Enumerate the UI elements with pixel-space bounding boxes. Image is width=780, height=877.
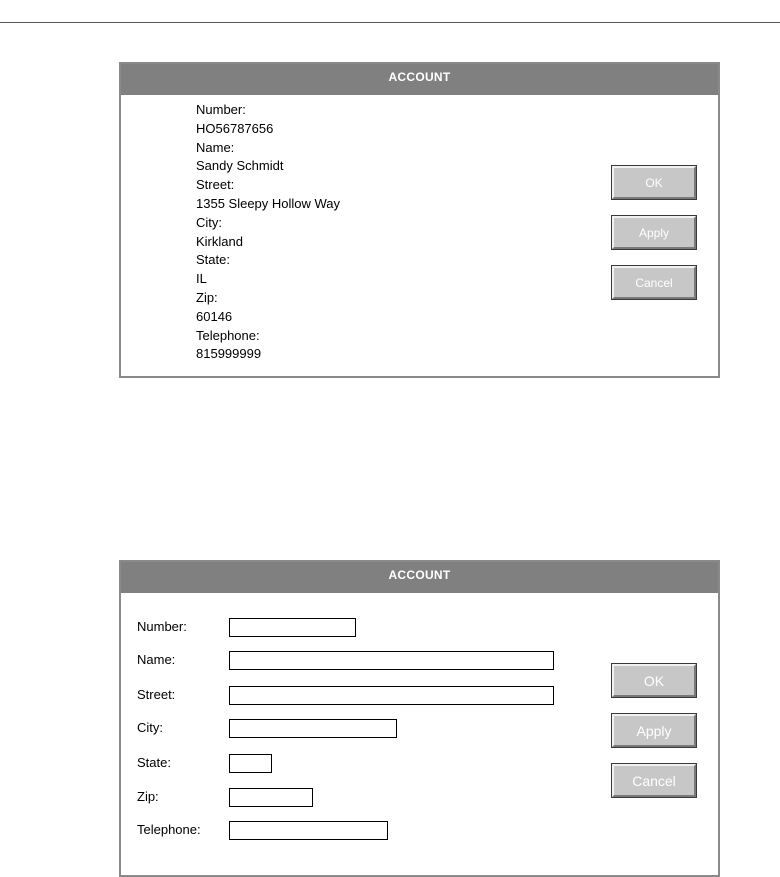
dialog-title: ACCOUNT [121, 64, 718, 95]
account-info-list [196, 101, 340, 364]
city-label: City: [196, 214, 222, 230]
city-input[interactable] [229, 719, 397, 738]
state-label: State: [196, 252, 230, 268]
number-label: Number: [137, 619, 187, 634]
zip-label: Zip: [196, 289, 218, 305]
state-input[interactable] [229, 754, 272, 773]
zip-label: Zip: [137, 789, 159, 804]
name-label: Name: [196, 139, 235, 155]
state-label: State: [137, 755, 171, 770]
street-label: Street: [137, 687, 176, 702]
city-value: Kirkland [196, 233, 243, 249]
ok-button[interactable]: OK [612, 166, 696, 199]
name-value: Sandy Schmidt [196, 158, 284, 174]
number-value: HO56787656 [196, 120, 274, 136]
cancel-button[interactable]: Cancel [612, 764, 696, 797]
street-label: Street: [196, 177, 235, 193]
state-value: IL [196, 271, 207, 287]
telephone-label: Telephone: [196, 327, 260, 343]
number-input[interactable] [229, 618, 356, 637]
cancel-button[interactable]: Cancel [612, 266, 696, 299]
city-label: City: [137, 720, 163, 735]
name-label: Name: [137, 652, 176, 667]
account-dialog-readonly [119, 62, 720, 378]
page-top-rule [0, 22, 780, 23]
street-input[interactable] [229, 686, 554, 705]
zip-input[interactable] [229, 788, 313, 807]
apply-button[interactable]: Apply [612, 714, 696, 747]
apply-button[interactable]: Apply [612, 216, 696, 249]
telephone-value: 815999999 [196, 346, 262, 362]
zip-value: 60146 [196, 308, 233, 324]
account-dialog-edit [119, 560, 720, 877]
name-input[interactable] [229, 651, 554, 670]
street-value: 1355 Sleepy Hollow Way [196, 195, 341, 211]
telephone-label: Telephone: [137, 822, 201, 837]
ok-button[interactable]: OK [612, 664, 696, 697]
number-label: Number: [196, 102, 246, 117]
telephone-input[interactable] [229, 821, 388, 840]
dialog-title: ACCOUNT [121, 562, 718, 593]
